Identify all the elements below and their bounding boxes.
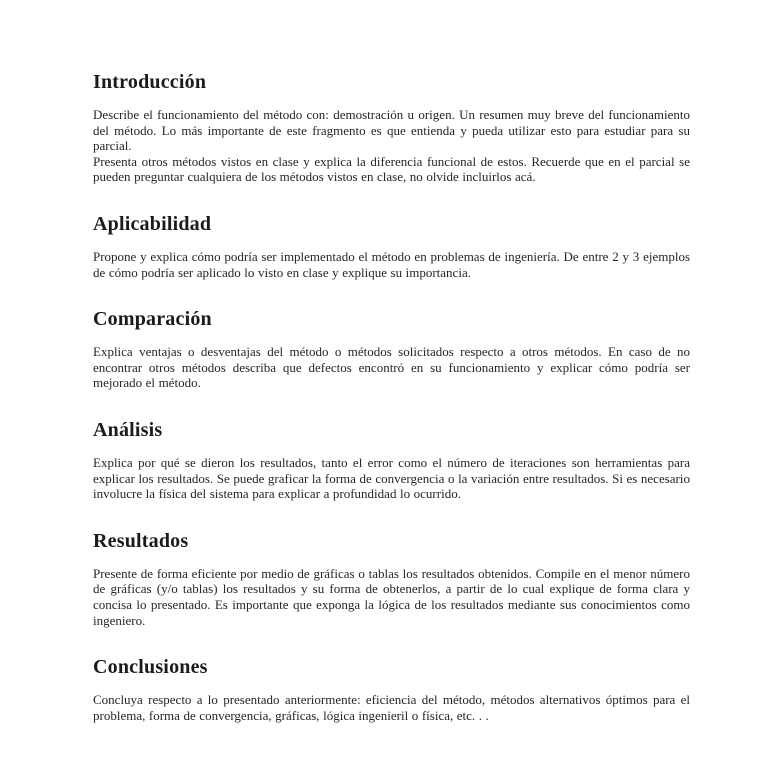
document-section <box>93 656 690 723</box>
section-paragraph: Explica ventajas o desventajas del método o métodos solicitados respecto a otros métodos. En caso de no encontrar otros métodos describa que defectos encontró en su funcionamiento y explicar cómo podría ser mejorado el método. <box>93 344 690 391</box>
document-section <box>93 308 690 391</box>
section-paragraph: Explica por qué se dieron los resultados, tanto el error como el número de iteraciones son herramientas para explicar los resultados. Se puede graficar la forma de convergencia o la variación entre resultados. Si es necesario involucre la física del sistema para explicar a profundidad lo ocurrido. <box>93 454 690 502</box>
section-heading: Aplicabilidad <box>93 212 212 235</box>
document-section <box>93 419 690 502</box>
section-paragraph: Concluya respecto a lo presentado anteriormente: eficiencia del método, métodos alternativos óptimos para el problema, forma de convergencia, gráficas, lógica ingenieril o física, etc. . . <box>93 692 690 723</box>
document-section <box>93 213 690 280</box>
section-body <box>93 455 690 502</box>
section-heading: Resultados <box>93 529 189 552</box>
section-heading: Conclusiones <box>93 656 208 679</box>
document-section <box>93 530 690 628</box>
document-content <box>93 71 690 751</box>
section-heading: Comparación <box>93 308 212 331</box>
section-paragraph: Propone y explica cómo podría ser implementado el método en problemas de ingeniería. De entre 2 y 3 ejemplos de cómo podría ser aplicado lo visto en clase y explique su importancia. <box>93 248 690 280</box>
section-heading: Introducción <box>93 71 207 93</box>
section-paragraph: Describe el funcionamiento del método con: demostración u origen. Un resumen muy breve del funcionamiento del método. Lo más importante de este fragmento es que entienda y pueda utilizar esto para estudiar para su parcial. <box>93 107 690 154</box>
section-heading: Análisis <box>93 418 163 441</box>
section-paragraph: Presenta otros métodos vistos en clase y explica la diferencia funcional de estos. Recuerde que en el parcial se pueden preguntar cualquiera de los métodos vistos en clase, no olvide incluirlos acá. <box>93 153 690 185</box>
section-paragraph: Presente de forma eficiente por medio de gráficas o tablas los resultados obtenidos. Compile en el menor número de gráficas (y/o tablas) los resultados y su forma de obtenerlos, a partir de lo cual explique de forma clara y concisa lo presentado. Es importante que exponga la lógica de los resultados mediante sus conocimientos como ingeniero. <box>93 565 690 628</box>
document-section <box>93 71 690 185</box>
section-body <box>93 692 690 723</box>
section-body <box>93 107 690 185</box>
section-body <box>93 566 690 628</box>
section-body <box>93 249 690 280</box>
section-body <box>93 344 690 391</box>
